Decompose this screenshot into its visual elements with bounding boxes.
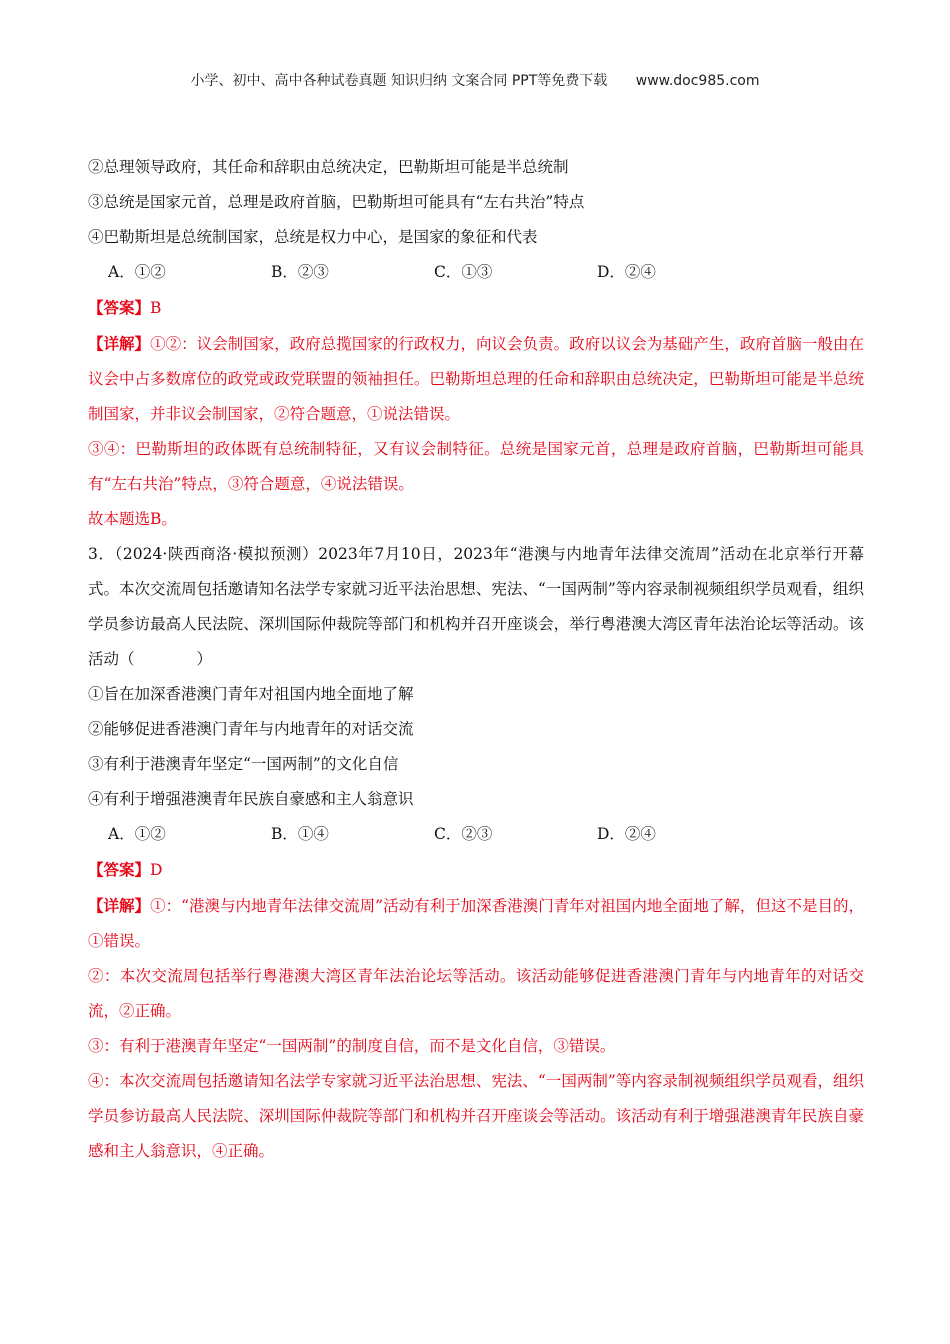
q2-option-d: D．②④	[597, 263, 656, 281]
q3-number: 3．	[88, 545, 115, 563]
q3-statement-3: ③有利于港澳青年坚定“一国两制”的文化自信	[88, 755, 399, 773]
q2-detail-1-text: ①②：议会制国家，政府总揽国家的行政权力，向议会负责。政府以议会为基础产生，政府首脑一般由在议会中占多数席位的政党或政党联盟的领袖担任。巴勒斯坦总理的任命和辞职由总统决定，巴勒斯坦可能是半总统制国家，并非议会制国家，②符合题意，①说法错误。	[88, 335, 864, 423]
document-body	[88, 150, 864, 1169]
q2-conclusion: 故本题选B。	[88, 510, 177, 528]
q3-option-c: C．②③	[434, 825, 493, 843]
q2-option-c: C．①③	[434, 263, 493, 281]
q3-detail-2: ②：本次交流周包括举行粤港澳大湾区青年法治论坛等活动。该活动能够促进香港澳门青年与内地青年的对话交流，②正确。	[88, 967, 864, 1020]
q3-answer-value: D	[150, 861, 163, 879]
q3-detail-1-text: ①：“港澳与内地青年法律交流周”活动有利于加深香港澳门青年对祖国内地全面地了解，但这不是目的，①错误。	[88, 897, 864, 950]
q2-detail-2: ③④：巴勒斯坦的政体既有总统制特征，又有议会制特征。总统是国家元首，总理是政府首脑，巴勒斯坦可能具有“左右共治”特点，③符合题意，④说法错误。	[88, 440, 864, 493]
q3-option-d: D．②④	[597, 825, 656, 843]
q3-stem-text: 2023年7月10日，2023年“港澳与内地青年法律交流周”活动在北京举行开幕式。本次交流周包括邀请知名法学专家就习近平法治思想、宪法、“一国两制”等内容录制视频组织学员观看，组织学员参访最高人民法院、深圳国际仲裁院等部门和机构并召开座谈会，举行粤港澳大湾区青年法治论坛等活动。该活动（ ）	[88, 545, 864, 668]
q2-statement-3: ③总统是国家元首，总理是政府首脑，巴勒斯坦可能具有“左右共治”特点	[88, 193, 585, 211]
header-text: 小学、初中、高中各种试卷真题 知识归纳 文案合同 PPT等免费下载	[190, 73, 608, 89]
q3-option-b: B．①④	[271, 825, 329, 843]
q3-source: （2024·陕西商洛·模拟预测）	[114, 545, 319, 563]
q2-answer-tag: 【答案】	[88, 298, 151, 317]
q2-answer-value: B	[150, 299, 162, 317]
q3-detail-3: ③：有利于港澳青年坚定“一国两制”的制度自信，而不是文化自信，③错误。	[88, 1037, 616, 1055]
header-url[interactable]: www.doc985.com	[635, 73, 760, 89]
page-header	[0, 70, 950, 90]
q3-detail-tag: 【详解】	[88, 896, 151, 915]
q3-answer	[88, 852, 864, 888]
q2-detail-1	[88, 326, 864, 432]
q3-statement-1: ①旨在加深香港澳门青年对祖国内地全面地了解	[88, 685, 414, 703]
q3-detail-1	[88, 888, 864, 959]
q3-detail-4: ④：本次交流周包括邀请知名法学专家就习近平法治思想、宪法、“一国两制”等内容录制视频组织学员观看，组织学员参访最高人民法院、深圳国际仲裁院等部门和机构并召开座谈会等活动。该活动有利于增强港澳青年民族自豪感和主人翁意识，④正确。	[88, 1072, 864, 1160]
q2-statement-4: ④巴勒斯坦是总统制国家，总统是权力中心，是国家的象征和代表	[88, 228, 538, 246]
q3-options	[88, 817, 864, 852]
q3-statement-4: ④有利于增强港澳青年民族自豪感和主人翁意识	[88, 790, 414, 808]
q2-statement-2: ②总理领导政府，其任命和辞职由总统决定，巴勒斯坦可能是半总统制	[88, 158, 569, 176]
q3-answer-tag: 【答案】	[88, 860, 151, 879]
q2-option-a: A．①②	[108, 263, 166, 281]
q2-options	[88, 255, 864, 290]
q3-stem	[88, 537, 864, 677]
q3-option-a: A．①②	[108, 825, 166, 843]
q2-detail-tag: 【详解】	[88, 334, 151, 353]
q2-answer	[88, 290, 864, 326]
q3-statement-2: ②能够促进香港澳门青年与内地青年的对话交流	[88, 720, 414, 738]
q2-option-b: B．②③	[271, 263, 329, 281]
